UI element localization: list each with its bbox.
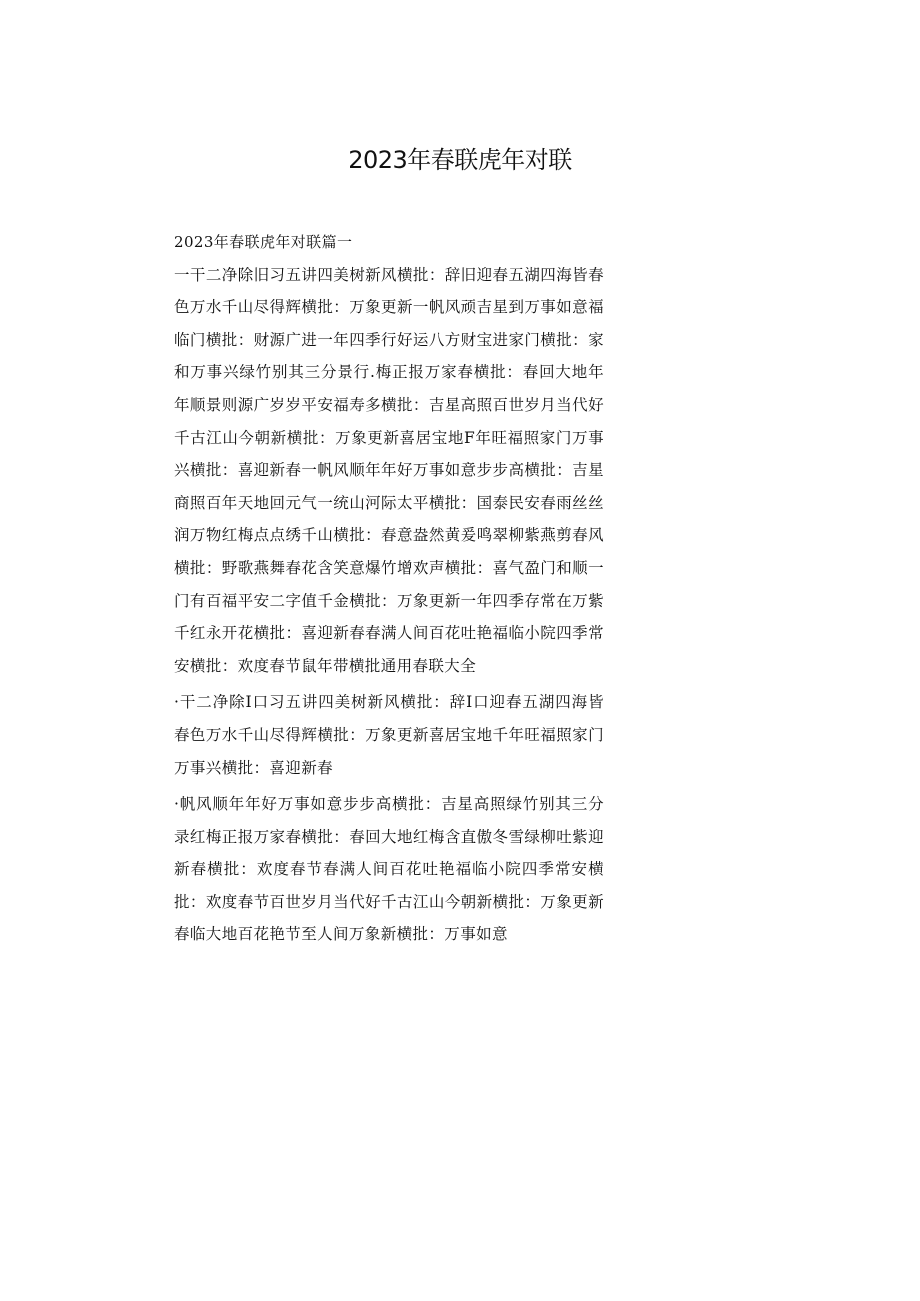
section-heading: 2023年春联虎年对联篇一: [174, 233, 353, 251]
paragraph-1: 一干二净除旧习五讲四美树新风横批：辞旧迎春五湖四海皆春色万水千山尽得辉横批：万象更新一帆风顽吉星到万事如意福临门横批：财源广进一年四季行好运八方财宝进家门横批：家和万事兴绿竹别其三分景行.梅正报万家春横批：春回大地年年顺景则源广岁岁平安福寿多横批：吉星高照百世岁月当代好千古江山今朝新横批：万象更新喜居宝地F年旺福照家门万事兴横批：喜迎新春一帆风顺年年好万事如意步步高横批：吉星商照百年天地回元气一统山河际太平横批：国泰民安春雨丝丝润万物红梅点点绣千山横批：春意盎然黄爰鸣翠柳紫燕剪春风横批：野歌燕舞春花含笑意爆竹增欢声横批：喜气盈门和顺一门有百福平安二字值千金横批：万象更新一年四季存常在万紫千红永开花横批：喜迎新春春满人间百花吐艳福临小院四季常安横批：欢度春节鼠年带横批通用春联大全: [174, 265, 604, 675]
document-body: [174, 226, 604, 951]
document-title: 2023年春联虎年对联: [348, 146, 572, 174]
paragraph-2: ·干二净除I口习五讲四美树新风横批：辞I口迎春五湖四海皆春色万水千山尽得辉横批：万象更新喜居宝地千年旺福照家门万事兴横批：喜迎新春: [174, 693, 604, 777]
paragraph-3: ·帆风顺年年好万事如意步步高横批：吉星高照绿竹别其三分录红梅正报万家春横批：春回大地红梅含直傲冬雪绿柳吐紫迎新春横批：欢度春节春满人间百花吐艳福临小院四季常安横批：欢度春节百世岁月当代好千古江山今朝新横批：万象更新春临大地百花艳节至人间万象新横批：万事如意: [174, 795, 604, 944]
